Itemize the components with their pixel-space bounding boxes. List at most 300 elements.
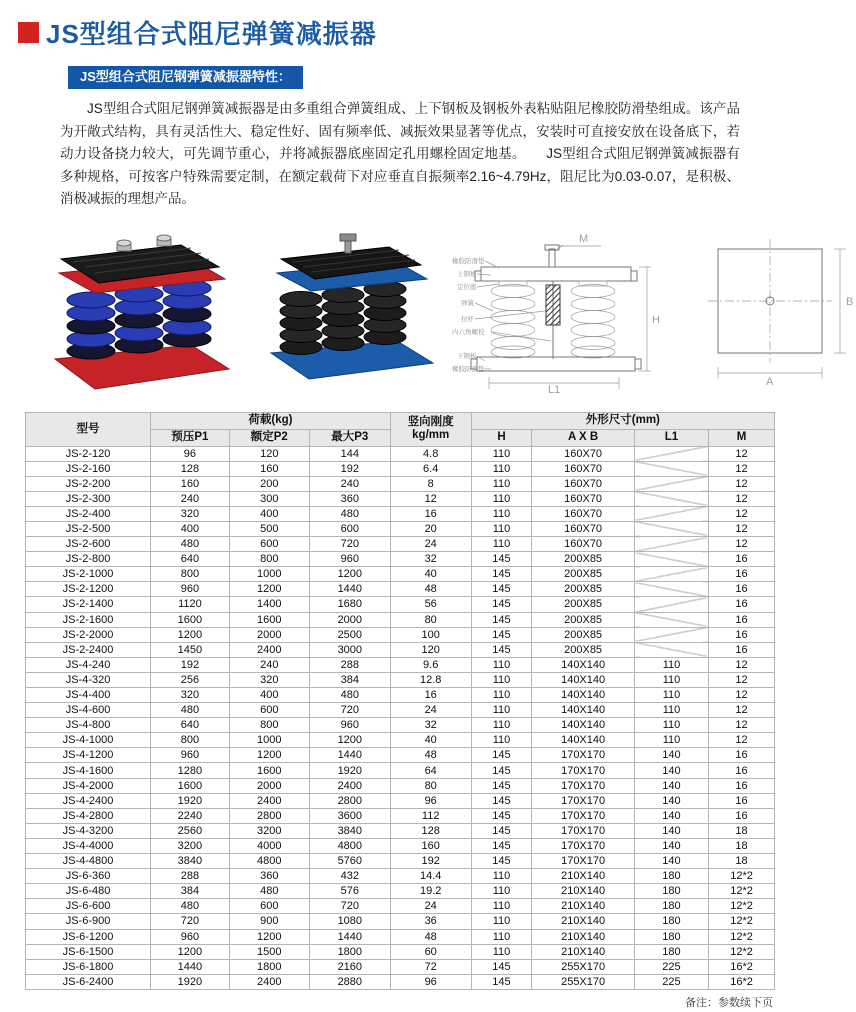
table-row <box>26 582 775 597</box>
table-row <box>26 748 775 763</box>
h-cell: 145 <box>471 552 532 567</box>
p1-cell: 128 <box>151 461 230 476</box>
l1-cell: 110 <box>634 657 708 672</box>
p2-cell: 360 <box>229 869 309 884</box>
spec-table <box>25 412 775 990</box>
table-row <box>26 959 775 974</box>
l1-cell <box>634 506 708 521</box>
stiffness-cell: 112 <box>390 808 471 823</box>
table-row <box>26 642 775 657</box>
p1-cell: 3840 <box>151 854 230 869</box>
table-row <box>26 974 775 989</box>
p2-cell: 320 <box>229 672 309 687</box>
stiffness-cell: 160 <box>390 838 471 853</box>
p3-cell: 1200 <box>309 733 390 748</box>
catalog-page <box>0 16 854 1012</box>
p3-cell: 360 <box>309 491 390 506</box>
model-cell: JS-6-1200 <box>26 929 151 944</box>
table-row <box>26 838 775 853</box>
model-cell: JS-4-240 <box>26 657 151 672</box>
stiffness-cell: 60 <box>390 944 471 959</box>
p3-cell: 960 <box>309 718 390 733</box>
h-cell: 110 <box>471 506 532 521</box>
p3-cell: 5760 <box>309 854 390 869</box>
model-cell: JS-2-2000 <box>26 627 151 642</box>
l1-cell <box>634 476 708 491</box>
table-row <box>26 461 775 476</box>
m-cell: 12 <box>709 476 775 491</box>
p3-cell: 384 <box>309 672 390 687</box>
l1-cell: 140 <box>634 838 708 853</box>
p2-cell: 2000 <box>229 627 309 642</box>
h-cell: 145 <box>471 778 532 793</box>
m-cell: 12*2 <box>709 914 775 929</box>
p3-cell: 4800 <box>309 838 390 853</box>
m-cell: 16*2 <box>709 959 775 974</box>
l1-cell: 140 <box>634 793 708 808</box>
model-cell: JS-2-120 <box>26 446 151 461</box>
m-cell: 12*2 <box>709 869 775 884</box>
stiffness-cell: 96 <box>390 793 471 808</box>
l1-cell <box>634 582 708 597</box>
model-cell: JS-2-160 <box>26 461 151 476</box>
stiffness-cell: 20 <box>390 521 471 536</box>
l1-cell <box>634 537 708 552</box>
p3-cell: 3600 <box>309 808 390 823</box>
p3-cell: 720 <box>309 703 390 718</box>
model-cell: JS-2-2400 <box>26 642 151 657</box>
m-cell: 16 <box>709 778 775 793</box>
stiffness-cell: 12.8 <box>390 672 471 687</box>
axb-cell: 170X170 <box>532 823 635 838</box>
axb-cell: 140X140 <box>532 718 635 733</box>
l1-cell: 140 <box>634 854 708 869</box>
table-row <box>26 763 775 778</box>
l1-cell <box>634 491 708 506</box>
table-row <box>26 778 775 793</box>
table-row <box>26 854 775 869</box>
p1-cell: 1200 <box>151 627 230 642</box>
p2-cell: 1000 <box>229 733 309 748</box>
technical-drawing-plan-view <box>696 231 856 396</box>
model-cell: JS-4-1600 <box>26 763 151 778</box>
axb-cell: 200X85 <box>532 612 635 627</box>
p2-cell: 1200 <box>229 929 309 944</box>
col-header-load-group: 荷载(kg) <box>151 412 391 429</box>
p3-cell: 2800 <box>309 793 390 808</box>
h-cell: 145 <box>471 627 532 642</box>
title-accent-square-icon <box>18 22 39 43</box>
table-row <box>26 884 775 899</box>
p3-cell: 288 <box>309 657 390 672</box>
p3-cell: 720 <box>309 537 390 552</box>
h-cell: 110 <box>471 718 532 733</box>
p2-cell: 2400 <box>229 642 309 657</box>
h-cell: 145 <box>471 838 532 853</box>
l1-cell: 140 <box>634 778 708 793</box>
m-cell: 12 <box>709 491 775 506</box>
model-cell: JS-4-2000 <box>26 778 151 793</box>
table-row <box>26 718 775 733</box>
p2-cell: 160 <box>229 461 309 476</box>
model-cell: JS-6-1800 <box>26 959 151 974</box>
m-cell: 16 <box>709 642 775 657</box>
model-cell: JS-4-320 <box>26 672 151 687</box>
model-cell: JS-4-4000 <box>26 838 151 853</box>
p3-cell: 3000 <box>309 642 390 657</box>
h-cell: 145 <box>471 567 532 582</box>
p1-cell: 3200 <box>151 838 230 853</box>
table-row <box>26 476 775 491</box>
p1-cell: 160 <box>151 476 230 491</box>
m-cell: 18 <box>709 854 775 869</box>
stiffness-cell: 24 <box>390 899 471 914</box>
axb-cell: 255X170 <box>532 959 635 974</box>
p3-cell: 960 <box>309 552 390 567</box>
p3-cell: 1800 <box>309 944 390 959</box>
p1-cell: 1600 <box>151 612 230 627</box>
l1-cell: 140 <box>634 808 708 823</box>
m-cell: 12 <box>709 703 775 718</box>
axb-cell: 160X70 <box>532 521 635 536</box>
h-cell: 145 <box>471 642 532 657</box>
axb-cell: 140X140 <box>532 688 635 703</box>
p3-cell: 2880 <box>309 974 390 989</box>
part-label: 定位座 <box>457 283 477 291</box>
p1-cell: 960 <box>151 929 230 944</box>
model-cell: JS-4-4800 <box>26 854 151 869</box>
lower-plate <box>477 357 635 371</box>
model-cell: JS-4-600 <box>26 703 151 718</box>
axb-cell: 255X170 <box>532 974 635 989</box>
dim-label-l1: L1 <box>548 383 561 396</box>
p3-cell: 720 <box>309 899 390 914</box>
table-row <box>26 672 775 687</box>
l1-cell <box>634 521 708 536</box>
p3-cell: 1440 <box>309 748 390 763</box>
stiffness-cell: 32 <box>390 552 471 567</box>
p3-cell: 192 <box>309 461 390 476</box>
p2-cell: 120 <box>229 446 309 461</box>
p3-cell: 600 <box>309 521 390 536</box>
stiffness-cell: 56 <box>390 597 471 612</box>
l1-cell: 180 <box>634 944 708 959</box>
feature-banner: JS型组合式阻尼钢弹簧减振器特性： <box>68 66 303 89</box>
col-header-model: 型号 <box>26 412 151 446</box>
part-label: 橡胶防滑垫 <box>452 365 485 373</box>
axb-cell: 210X140 <box>532 929 635 944</box>
axb-cell: 140X140 <box>532 672 635 687</box>
m-cell: 18 <box>709 838 775 853</box>
h-cell: 110 <box>471 869 532 884</box>
p2-cell: 900 <box>229 914 309 929</box>
p2-cell: 240 <box>229 657 309 672</box>
p2-cell: 2400 <box>229 793 309 808</box>
table-row <box>26 944 775 959</box>
p2-cell: 800 <box>229 552 309 567</box>
dim-label-m: M <box>579 232 589 245</box>
part-label: 上钢板 <box>457 270 477 278</box>
m-cell: 12 <box>709 537 775 552</box>
model-cell: JS-6-360 <box>26 869 151 884</box>
axb-cell: 140X140 <box>532 733 635 748</box>
table-row <box>26 914 775 929</box>
center-bolt <box>340 234 356 253</box>
axb-cell: 200X85 <box>532 597 635 612</box>
table-row <box>26 899 775 914</box>
axb-cell: 210X140 <box>532 869 635 884</box>
p2-cell: 2400 <box>229 974 309 989</box>
m-cell: 16 <box>709 793 775 808</box>
model-cell: JS-6-600 <box>26 899 151 914</box>
axb-cell: 140X140 <box>532 703 635 718</box>
axb-cell: 160X70 <box>532 446 635 461</box>
stiffness-cell: 48 <box>390 748 471 763</box>
model-cell: JS-2-400 <box>26 506 151 521</box>
h-cell: 110 <box>471 521 532 536</box>
l1-cell: 225 <box>634 959 708 974</box>
p3-cell: 240 <box>309 476 390 491</box>
model-cell: JS-2-500 <box>26 521 151 536</box>
m-cell: 12*2 <box>709 929 775 944</box>
p3-cell: 3840 <box>309 823 390 838</box>
stiffness-cell: 120 <box>390 642 471 657</box>
p2-cell: 300 <box>229 491 309 506</box>
p1-cell: 2560 <box>151 823 230 838</box>
p1-cell: 800 <box>151 567 230 582</box>
stiffness-cell: 100 <box>390 627 471 642</box>
stiffness-cell: 12 <box>390 491 471 506</box>
p2-cell: 480 <box>229 884 309 899</box>
p1-cell: 1200 <box>151 944 230 959</box>
black-springs <box>280 281 406 354</box>
p3-cell: 432 <box>309 869 390 884</box>
model-cell: JS-2-300 <box>26 491 151 506</box>
h-cell: 145 <box>471 612 532 627</box>
l1-cell: 180 <box>634 899 708 914</box>
stiffness-cell: 64 <box>390 763 471 778</box>
product-photo-blue-isolator <box>245 231 437 391</box>
axb-cell: 160X70 <box>532 461 635 476</box>
p2-cell: 2800 <box>229 808 309 823</box>
p1-cell: 1920 <box>151 793 230 808</box>
h-cell: 145 <box>471 763 532 778</box>
p3-cell: 1200 <box>309 567 390 582</box>
p3-cell: 1080 <box>309 914 390 929</box>
model-cell: JS-4-3200 <box>26 823 151 838</box>
stiffness-cell: 6.4 <box>390 461 471 476</box>
stiffness-cell: 48 <box>390 929 471 944</box>
col-header-p2: 额定P2 <box>229 429 309 446</box>
col-header-dims-group: 外形尺寸(mm) <box>471 412 774 429</box>
p2-cell: 600 <box>229 899 309 914</box>
h-cell: 110 <box>471 491 532 506</box>
axb-cell: 200X85 <box>532 627 635 642</box>
damper-block <box>546 285 560 325</box>
model-cell: JS-6-900 <box>26 914 151 929</box>
h-cell: 145 <box>471 854 532 869</box>
col-header-m: M <box>709 429 775 446</box>
l1-cell: 110 <box>634 672 708 687</box>
p3-cell: 144 <box>309 446 390 461</box>
stiffness-cell: 8 <box>390 476 471 491</box>
stiffness-cell: 16 <box>390 506 471 521</box>
p1-cell: 960 <box>151 582 230 597</box>
p1-cell: 2240 <box>151 808 230 823</box>
table-row <box>26 733 775 748</box>
l1-cell: 140 <box>634 823 708 838</box>
axb-cell: 210X140 <box>532 944 635 959</box>
p1-cell: 960 <box>151 748 230 763</box>
m-cell: 16 <box>709 597 775 612</box>
stiffness-cell: 80 <box>390 778 471 793</box>
p3-cell: 2500 <box>309 627 390 642</box>
model-cell: JS-6-480 <box>26 884 151 899</box>
model-cell: JS-4-1200 <box>26 748 151 763</box>
m-cell: 16 <box>709 567 775 582</box>
h-cell: 110 <box>471 914 532 929</box>
p2-cell: 600 <box>229 703 309 718</box>
p2-cell: 2000 <box>229 778 309 793</box>
table-row <box>26 929 775 944</box>
p1-cell: 320 <box>151 688 230 703</box>
model-cell: JS-4-800 <box>26 718 151 733</box>
h-cell: 145 <box>471 582 532 597</box>
l1-cell: 180 <box>634 884 708 899</box>
p2-cell: 200 <box>229 476 309 491</box>
axb-cell: 140X140 <box>532 657 635 672</box>
m-cell: 12 <box>709 688 775 703</box>
model-cell: JS-4-400 <box>26 688 151 703</box>
axb-cell: 200X85 <box>532 552 635 567</box>
h-cell: 110 <box>471 703 532 718</box>
model-cell: JS-2-1600 <box>26 612 151 627</box>
p1-cell: 320 <box>151 506 230 521</box>
product-description: JS型组合式阻尼钢弹簧减振器是由多重组合弹簧组成、上下钢板及钢板外表粘贴阻尼橡胶防滑垫组成。该产品为开敞式结构，具有灵活性大、稳定性好、固有频率低、减振效果显著等优点，安装时可直接安放在设备底下，若动力设备挠力较大，可先调节重心，并将减振器底座固定孔用螺栓固定地基。 JS型组合式阻尼钢弹簧减振器有多种规格，可按客户特殊需要定制，在额定载荷下对应垂直自振频率2.16~4.79Hz，阻尼比为0.03-0.07，是积极、消极减振的理想产品。 <box>60 101 740 206</box>
axb-cell: 170X170 <box>532 763 635 778</box>
m-cell: 16 <box>709 627 775 642</box>
h-cell: 145 <box>471 597 532 612</box>
axb-cell: 200X85 <box>532 567 635 582</box>
p1-cell: 288 <box>151 869 230 884</box>
l1-cell <box>634 612 708 627</box>
spec-table-body <box>26 446 775 989</box>
stiffness-cell: 32 <box>390 718 471 733</box>
stiffness-cell: 36 <box>390 914 471 929</box>
part-label: 下钢板 <box>457 352 477 360</box>
l1-cell <box>634 552 708 567</box>
m-cell: 16 <box>709 582 775 597</box>
part-labels <box>452 256 551 373</box>
axb-cell: 170X170 <box>532 808 635 823</box>
m-cell: 12 <box>709 446 775 461</box>
p3-cell: 480 <box>309 506 390 521</box>
m-cell: 12*2 <box>709 899 775 914</box>
stiffness-header-line2: kg/mm <box>412 429 450 441</box>
stiffness-cell: 40 <box>390 567 471 582</box>
table-row <box>26 446 775 461</box>
p1-cell: 480 <box>151 899 230 914</box>
h-cell: 110 <box>471 688 532 703</box>
l1-cell: 110 <box>634 718 708 733</box>
model-cell: JS-2-800 <box>26 552 151 567</box>
axb-cell: 160X70 <box>532 537 635 552</box>
axb-cell: 200X85 <box>532 582 635 597</box>
m-cell: 12 <box>709 672 775 687</box>
stiffness-cell: 16 <box>390 688 471 703</box>
spec-table-header <box>26 412 775 446</box>
p2-cell: 400 <box>229 506 309 521</box>
l1-cell <box>634 642 708 657</box>
l1-cell: 140 <box>634 763 708 778</box>
m-cell: 12 <box>709 657 775 672</box>
m-cell: 16 <box>709 808 775 823</box>
part-label: 弹簧 <box>461 299 474 307</box>
h-cell: 110 <box>471 944 532 959</box>
stiffness-header-line1: 竖向刚度 <box>407 416 454 428</box>
model-cell: JS-2-1400 <box>26 597 151 612</box>
axb-cell: 160X70 <box>532 506 635 521</box>
stiffness-cell: 48 <box>390 582 471 597</box>
p2-cell: 600 <box>229 537 309 552</box>
p3-cell: 1680 <box>309 597 390 612</box>
p1-cell: 480 <box>151 537 230 552</box>
stiffness-cell: 14.4 <box>390 869 471 884</box>
p2-cell: 1600 <box>229 612 309 627</box>
m-cell: 12*2 <box>709 944 775 959</box>
l1-cell: 180 <box>634 929 708 944</box>
l1-cell <box>634 461 708 476</box>
p1-cell: 1920 <box>151 974 230 989</box>
dim-label-a: A <box>766 375 774 388</box>
p1-cell: 720 <box>151 914 230 929</box>
h-cell: 145 <box>471 808 532 823</box>
h-cell: 145 <box>471 793 532 808</box>
stiffness-cell: 9.6 <box>390 657 471 672</box>
axb-cell: 210X140 <box>532 899 635 914</box>
stiffness-cell: 24 <box>390 537 471 552</box>
model-cell: JS-2-1200 <box>26 582 151 597</box>
l1-cell: 140 <box>634 748 708 763</box>
p1-cell: 400 <box>151 521 230 536</box>
col-header-h: H <box>471 429 532 446</box>
model-cell: JS-2-600 <box>26 537 151 552</box>
h-cell: 110 <box>471 446 532 461</box>
l1-cell: 180 <box>634 914 708 929</box>
stiffness-cell: 96 <box>390 974 471 989</box>
p1-cell: 1440 <box>151 959 230 974</box>
col-header-axb: A X B <box>532 429 635 446</box>
table-row <box>26 597 775 612</box>
p2-cell: 1600 <box>229 763 309 778</box>
p1-cell: 96 <box>151 446 230 461</box>
stiffness-cell: 192 <box>390 854 471 869</box>
l1-cell: 110 <box>634 703 708 718</box>
p2-cell: 3200 <box>229 823 309 838</box>
p1-cell: 1280 <box>151 763 230 778</box>
l1-cell: 225 <box>634 974 708 989</box>
footer-note: 备注：参数续下页 <box>685 996 773 1009</box>
table-row <box>26 793 775 808</box>
p2-cell: 800 <box>229 718 309 733</box>
table-row <box>26 823 775 838</box>
table-row <box>26 491 775 506</box>
h-cell: 110 <box>471 537 532 552</box>
product-photo-red-isolator <box>33 231 233 396</box>
p2-cell: 1200 <box>229 748 309 763</box>
model-cell: JS-2-200 <box>26 476 151 491</box>
m-cell: 12 <box>709 718 775 733</box>
